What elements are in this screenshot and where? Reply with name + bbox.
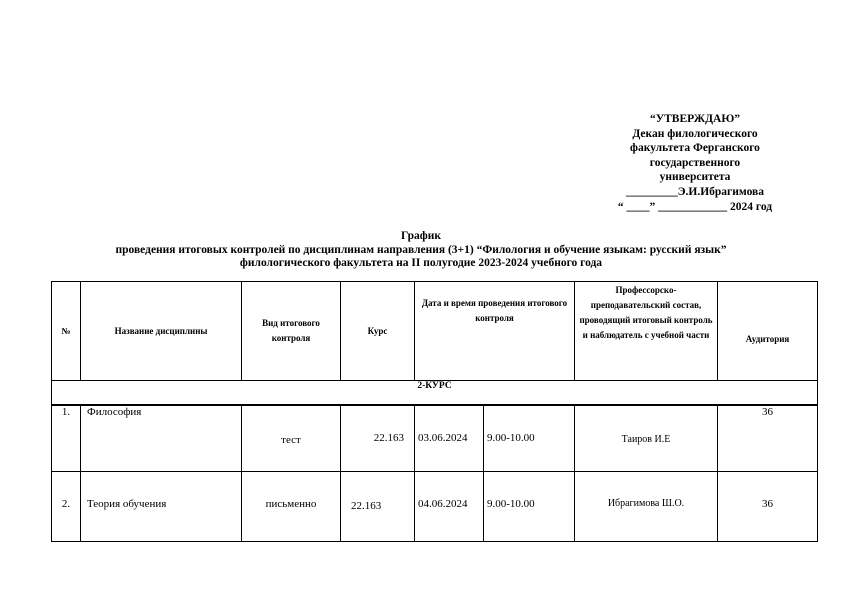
row-discipline: Теория обучения xyxy=(81,472,242,542)
row-date: 03.06.2024 xyxy=(415,406,484,472)
header-course: Курс xyxy=(341,282,415,381)
row-time: 9.00-10.00 xyxy=(484,472,575,542)
approval-signature: _________Э.И.Ибрагимова xyxy=(625,185,765,198)
header-staff: Профессорско-преподавательский состав, проводящий итоговый контроль и наблюдатель с учебной части xyxy=(575,282,718,381)
header-discipline: Название дисциплины xyxy=(81,282,242,381)
section-row xyxy=(52,381,818,405)
approval-state: государственного xyxy=(649,156,741,169)
approval-date: “ ____” ____________ 2024 год xyxy=(617,200,773,213)
approval-heading: “УТВЕРЖДАЮ” xyxy=(649,113,741,125)
row-course: 22.163 xyxy=(341,406,415,472)
approval-faculty: факультета Ферганского xyxy=(630,142,760,155)
row-staff: Ибрагимова Ш.О. xyxy=(575,472,718,542)
row-time: 9.00-10.00 xyxy=(484,406,575,472)
row-num: 2. xyxy=(52,472,81,542)
approval-block xyxy=(590,112,800,214)
row-control-type: тест xyxy=(242,406,341,472)
row-num: 1. xyxy=(52,406,81,472)
title-line-3: филологического факультета на II полугодие 2023-2024 учебного года xyxy=(239,257,603,269)
row-control-type: письменно xyxy=(242,472,341,542)
header-row xyxy=(52,282,818,381)
header-control-type: Вид итогового контроля xyxy=(242,282,341,381)
table-row xyxy=(52,472,818,542)
schedule-table xyxy=(51,281,818,542)
section-label: 2-КУРС xyxy=(52,381,818,405)
title-line-2: проведения итоговых контролей по дисциплинам направления (3+1) “Филология и обучение языкам: русский язык” xyxy=(115,243,727,256)
title-line-1: График xyxy=(401,230,441,242)
document-title xyxy=(0,230,842,271)
row-room: 36 xyxy=(718,472,818,542)
header-room: Аудитория xyxy=(718,282,818,381)
row-staff: Таиров И.Е xyxy=(575,406,718,472)
row-room: 36 xyxy=(718,406,818,472)
header-datetime: Дата и время проведения итогового контроля xyxy=(415,282,575,381)
approval-university: университета xyxy=(659,171,731,184)
header-num: № xyxy=(52,282,81,381)
table-row xyxy=(52,406,818,472)
row-discipline: Философия xyxy=(81,406,242,472)
row-date: 04.06.2024 xyxy=(415,472,484,542)
approval-dean-title: Декан филологического xyxy=(632,127,758,140)
row-course: 22.163 xyxy=(341,472,415,542)
